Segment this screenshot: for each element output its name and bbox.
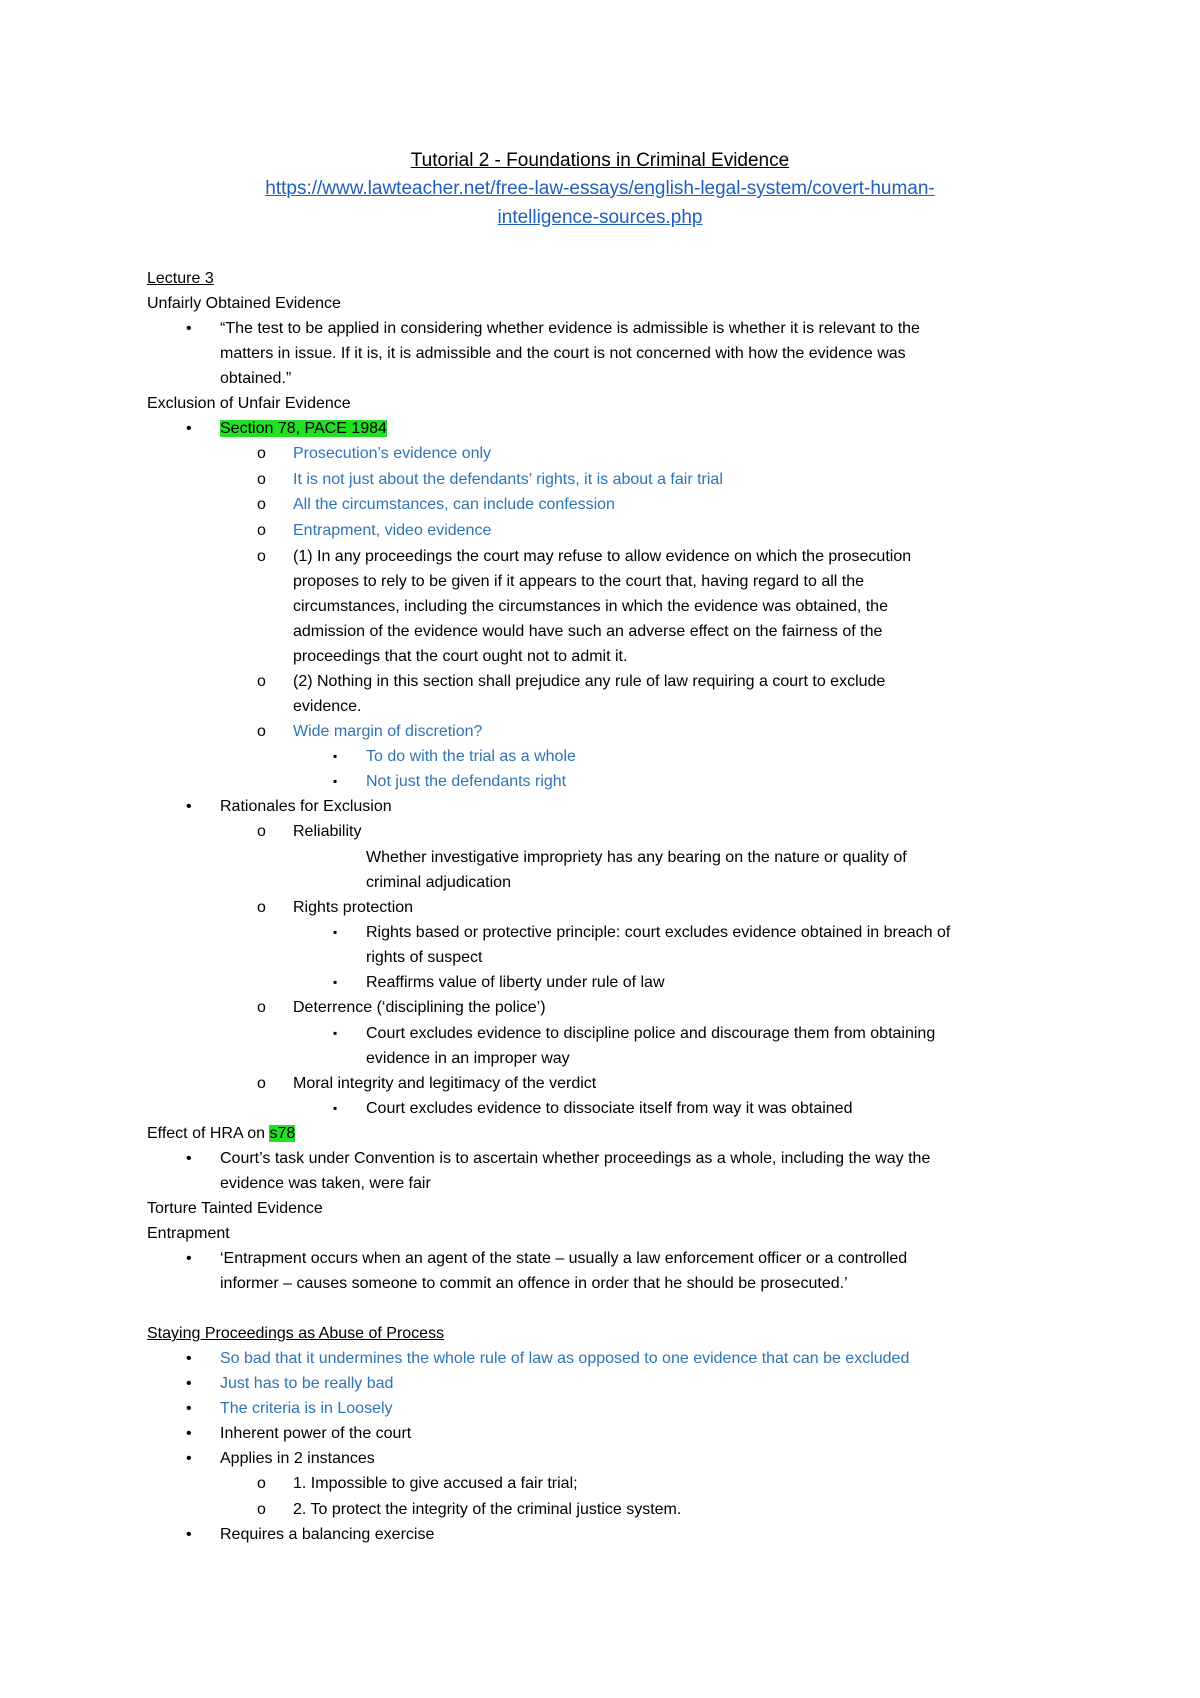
bullet-icon: • [186, 420, 192, 437]
circle-bullet-icon: o [257, 823, 266, 840]
bullet-icon: • [186, 320, 192, 337]
square-bullet-icon: ▪ [333, 1101, 338, 1115]
bullet-icon: • [186, 798, 192, 815]
hra-s78: s78 [269, 1125, 296, 1142]
staying-point: The criteria is in Loosely [220, 1400, 393, 1417]
torture-heading: Torture Tainted Evidence [147, 1200, 323, 1217]
reliability-text: criminal adjudication [366, 874, 511, 891]
page-title: Tutorial 2 - Foundations in Criminal Evidence [410, 150, 790, 171]
source-link-line2[interactable]: intelligence-sources.php [497, 207, 703, 228]
s78-point: Entrapment, video evidence [293, 522, 492, 539]
s78-point: Prosecution’s evidence only [293, 445, 492, 462]
moral-sub: Court excludes evidence to dissociate itself from way it was obtained [366, 1100, 853, 1117]
entrapment-quote: informer – causes someone to commit an offence in order that he should be prosecuted.’ [220, 1275, 848, 1292]
staying-point: Just has to be really bad [220, 1375, 394, 1392]
square-bullet-icon: ▪ [333, 774, 338, 788]
quote-line: “The test to be applied in considering whether evidence is admissible is whether it is relevant to the [220, 320, 920, 337]
bullet-icon: • [186, 1350, 192, 1367]
bullet-icon: • [186, 1400, 192, 1417]
s78-subsection-2: evidence. [293, 698, 362, 715]
instance: 1. Impossible to give accused a fair trial; [293, 1475, 578, 1492]
s78-subsection-1: circumstances, including the circumstances in which the evidence was obtained, the [293, 598, 888, 615]
applies-in: Applies in 2 instances [220, 1450, 375, 1467]
bullet-icon: • [186, 1375, 192, 1392]
rights-protection: Rights protection [293, 899, 414, 916]
bullet-icon: • [186, 1526, 192, 1543]
s78-label: Section 78, PACE 1984 [220, 420, 387, 437]
s78-subsection-2: (2) Nothing in this section shall prejudice any rule of law requiring a court to exclude [293, 673, 886, 690]
bullet-icon: • [186, 1250, 192, 1267]
s78-subsection-1: proposes to rely to be given if it appears to the court that, having regard to all the [293, 573, 865, 590]
hra-heading: Effect of HRA on s78 [147, 1125, 296, 1142]
wide-margin: Wide margin of discretion? [293, 723, 483, 740]
inherent-power: Inherent power of the court [220, 1425, 412, 1442]
reliability-text: Whether investigative impropriety has any bearing on the nature or quality of [366, 849, 907, 866]
s78-point: It is not just about the defendants’ rights, it is about a fair trial [293, 471, 723, 488]
rights-sub: Reaffirms value of liberty under rule of law [366, 974, 665, 991]
reliability: Reliability [293, 823, 362, 840]
circle-bullet-icon: o [257, 471, 266, 488]
circle-bullet-icon: o [257, 548, 266, 565]
wide-margin-sub: To do with the trial as a whole [366, 748, 576, 765]
square-bullet-icon: ▪ [333, 1026, 338, 1040]
circle-bullet-icon: o [257, 1075, 266, 1092]
instance: 2. To protect the integrity of the criminal justice system. [293, 1501, 682, 1518]
circle-bullet-icon: o [257, 522, 266, 539]
entrapment-quote: ‘Entrapment occurs when an agent of the state – usually a law enforcement officer or a controlled [220, 1250, 908, 1267]
s78-subsection-1: proceedings that the court ought not to admit it. [293, 648, 628, 665]
circle-bullet-icon: o [257, 445, 266, 462]
rights-sub: Rights based or protective principle: court excludes evidence obtained in breach of [366, 924, 951, 941]
hra-point: Court’s task under Convention is to ascertain whether proceedings as a whole, including the way the [220, 1150, 931, 1167]
rights-sub: rights of suspect [366, 949, 483, 966]
bullet-icon: • [186, 1150, 192, 1167]
square-bullet-icon: ▪ [333, 925, 338, 939]
bullet-icon: • [186, 1450, 192, 1467]
entrapment-heading: Entrapment [147, 1225, 230, 1242]
s78-point: All the circumstances, can include confession [293, 496, 615, 513]
moral-integrity: Moral integrity and legitimacy of the verdict [293, 1075, 597, 1092]
hra-point: evidence was taken, were fair [220, 1175, 431, 1192]
quote-line: matters in issue. If it is, it is admissible and the court is not concerned with how the evidence was [220, 345, 906, 362]
rationales-heading: Rationales for Exclusion [220, 798, 392, 815]
staying-point: So bad that it undermines the whole rule of law as opposed to one evidence that can be excluded [220, 1350, 910, 1367]
circle-bullet-icon: o [257, 1475, 266, 1492]
balancing: Requires a balancing exercise [220, 1526, 435, 1543]
unfair-evidence-heading: Unfairly Obtained Evidence [147, 295, 341, 312]
source-link-line1[interactable]: https://www.lawteacher.net/free-law-essays/english-legal-system/covert-human- [265, 178, 935, 199]
s78-subsection-1: admission of the evidence would have such an adverse effect on the fairness of the [293, 623, 883, 640]
deterrence: Deterrence (‘disciplining the police’) [293, 999, 546, 1016]
wide-margin-sub: Not just the defendants right [366, 773, 567, 790]
circle-bullet-icon: o [257, 1501, 266, 1518]
circle-bullet-icon: o [257, 496, 266, 513]
deterrence-sub: evidence in an improper way [366, 1050, 570, 1067]
circle-bullet-icon: o [257, 899, 266, 916]
circle-bullet-icon: o [257, 999, 266, 1016]
bullet-icon: • [186, 1425, 192, 1442]
square-bullet-icon: ▪ [333, 975, 338, 989]
s78-subsection-1: (1) In any proceedings the court may refuse to allow evidence on which the prosecution [293, 548, 912, 565]
deterrence-sub: Court excludes evidence to discipline police and discourage them from obtaining [366, 1025, 936, 1042]
circle-bullet-icon: o [257, 723, 266, 740]
quote-line: obtained.” [220, 370, 292, 387]
exclusion-heading: Exclusion of Unfair Evidence [147, 395, 351, 412]
lecture-heading: Lecture 3 [147, 270, 214, 287]
square-bullet-icon: ▪ [333, 749, 338, 763]
circle-bullet-icon: o [257, 673, 266, 690]
staying-heading: Staying Proceedings as Abuse of Process [147, 1325, 445, 1342]
